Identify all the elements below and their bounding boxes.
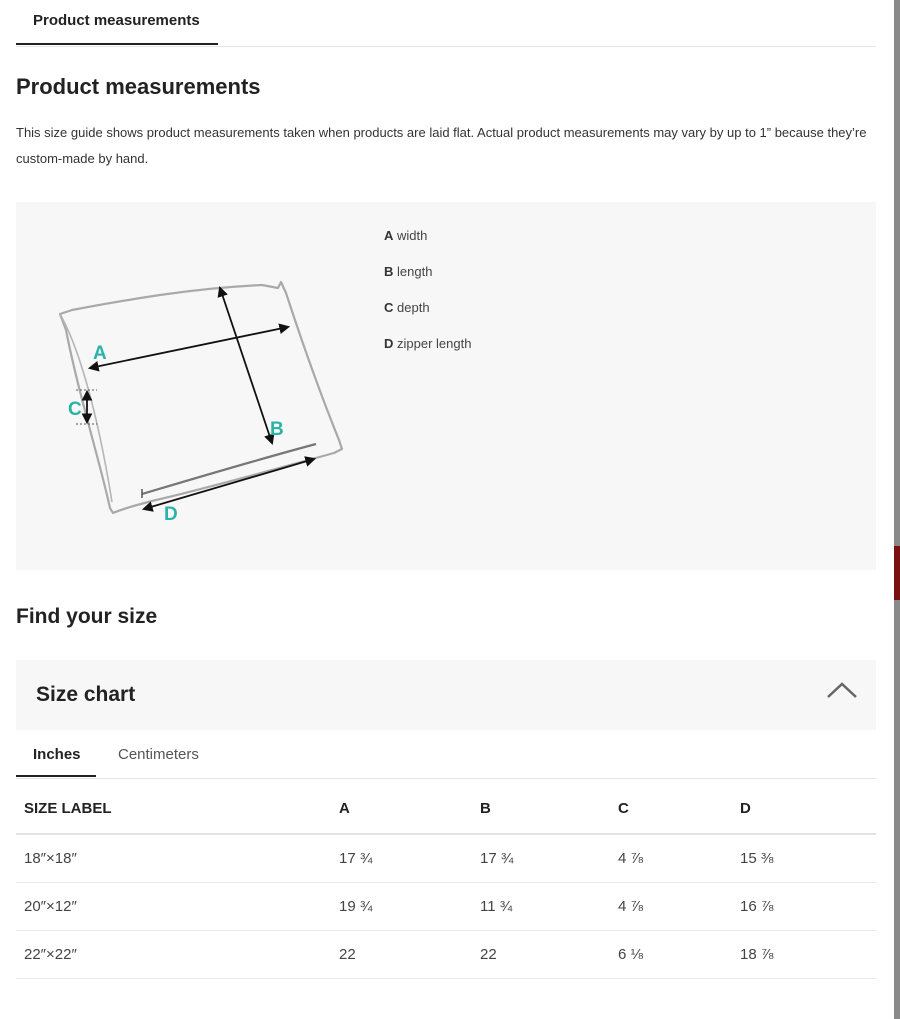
pillow-illustration bbox=[16, 202, 376, 570]
arrow-d bbox=[144, 459, 314, 509]
legend-item-width: A width bbox=[384, 228, 428, 243]
marker-c: C bbox=[68, 399, 82, 420]
table-cell: 16 ⅞ bbox=[740, 883, 876, 931]
measurement-legend bbox=[384, 228, 471, 372]
table-cell: 22 bbox=[339, 931, 480, 979]
legend-item-depth: C depth bbox=[384, 300, 430, 315]
table-cell: 22 bbox=[480, 931, 618, 979]
table-row bbox=[16, 931, 876, 979]
table-cell: 6 ⅛ bbox=[618, 931, 740, 979]
legend-item-zipper-length: D zipper length bbox=[384, 336, 472, 351]
size-chart-title: Size chart bbox=[36, 683, 136, 706]
measurement-diagram bbox=[16, 202, 876, 570]
size-table bbox=[16, 784, 876, 979]
chevron-up-icon[interactable] bbox=[826, 680, 858, 700]
table-header-row bbox=[16, 784, 876, 834]
table-row bbox=[16, 883, 876, 931]
size-chart-toggle[interactable] bbox=[16, 660, 876, 730]
background-page-edge bbox=[894, 0, 900, 1019]
marker-b: B bbox=[270, 419, 284, 440]
table-row bbox=[16, 834, 876, 883]
column-header: D bbox=[740, 784, 876, 834]
table-cell: 4 ⅞ bbox=[618, 883, 740, 931]
column-header: C bbox=[618, 784, 740, 834]
table-cell: 17 ¾ bbox=[339, 834, 480, 883]
column-header: A bbox=[339, 784, 480, 834]
pillow-outline bbox=[60, 282, 342, 513]
table-cell: 19 ¾ bbox=[339, 883, 480, 931]
table-cell: 18 ⅞ bbox=[740, 931, 876, 979]
size-label-cell: 22″×22″ bbox=[16, 931, 339, 979]
table-cell: 11 ¾ bbox=[480, 883, 618, 931]
unit-tabs bbox=[16, 730, 876, 779]
background-red-block bbox=[894, 546, 900, 600]
size-label-cell: 18″×18″ bbox=[16, 834, 339, 883]
legend-item-length: B length bbox=[384, 264, 433, 279]
marker-a: A bbox=[93, 343, 107, 364]
page-title: Product measurements bbox=[16, 74, 261, 99]
intro-text: This size guide shows product measurements taken when products are laid flat. Actual product measurements may vary by up to 1” because they’re custom-made by hand. bbox=[16, 125, 867, 166]
tab-centimeters[interactable]: Centimeters bbox=[118, 746, 199, 763]
tab-bar bbox=[16, 0, 876, 47]
column-header: B bbox=[480, 784, 618, 834]
table-cell: 4 ⅞ bbox=[618, 834, 740, 883]
size-label-cell: 20″×12″ bbox=[16, 883, 339, 931]
arrow-b bbox=[220, 288, 272, 443]
find-your-size-heading: Find your size bbox=[16, 605, 158, 628]
arrow-a bbox=[90, 327, 288, 368]
column-header: SIZE LABEL bbox=[16, 784, 339, 834]
table-cell: 15 ⅜ bbox=[740, 834, 876, 883]
table-cell: 17 ¾ bbox=[480, 834, 618, 883]
tab-inches[interactable]: Inches bbox=[16, 730, 96, 777]
tab-product-measurements[interactable]: Product measurements bbox=[16, 0, 218, 45]
marker-d: D bbox=[164, 504, 178, 525]
